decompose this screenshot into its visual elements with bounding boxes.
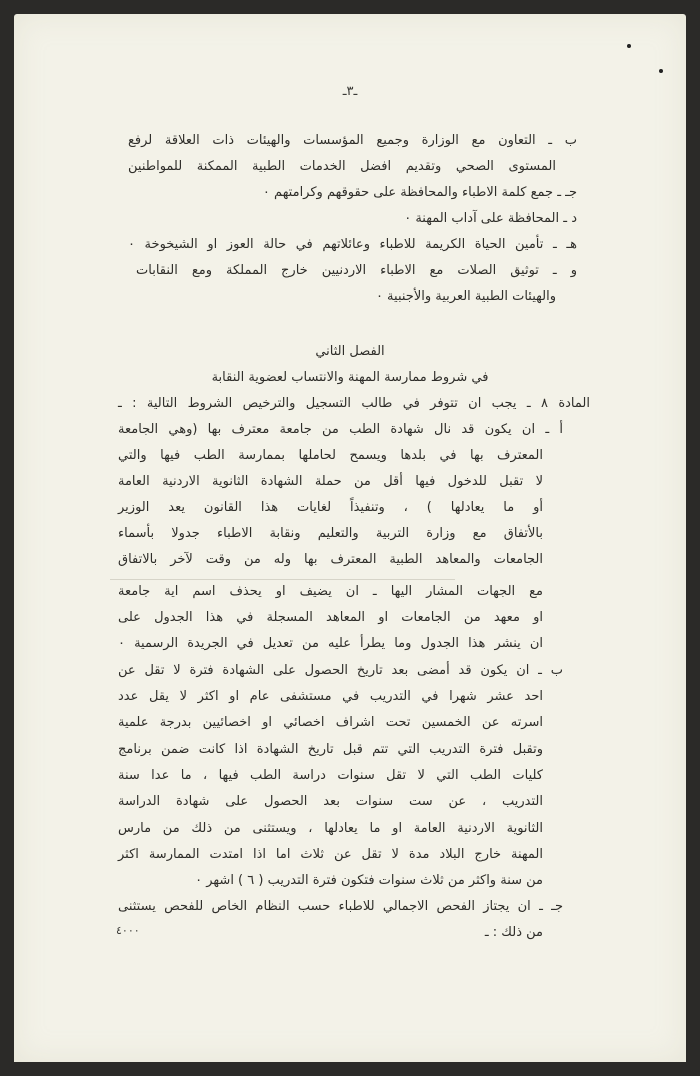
- article-8-clause-j: جـ ـ ان يجتاز الفحص الاجمالي للاطباء حسب النظام الخاص للفحص يستثنى: [118, 899, 563, 914]
- horizontal-rule: [110, 579, 455, 580]
- article-8-line: مع الجهات المشار اليها ـ ان يضيف او يحذف اسم اية جامعة: [118, 584, 543, 599]
- article-8-line: اسرته عن الخمسين تحت اشراف اخصائي او اخصائيين بدرجة علمية: [118, 715, 543, 730]
- article-8-line: الجامعات والمعاهد الطبية المعترف بها وله من وقت لآخر بالاتفاق: [118, 552, 543, 567]
- article-8-line: او معهد من الجامعات او المعاهد المسجلة في هذا الجدول على: [118, 610, 543, 625]
- article-8-line: كليات الطب التي لا تقل سنوات دراسة الطب فيها ، ما عدا سنة: [118, 768, 543, 783]
- article-8-heading: المادة ٨ ـ يجب ان تتوفر في طالب التسجيل والترخيص الشروط التالية : ـ: [118, 396, 590, 411]
- speck-mark: [659, 69, 663, 73]
- article-8-line: التدريب ، عن ست سنوات بعد الحصول على شهادة الدراسة: [118, 794, 543, 809]
- objective-item-d: د ـ المحافظة على آداب المهنة ٠: [404, 211, 577, 226]
- objective-item-j: جـ ـ جمع كلمة الاطباء والمحافظة على حقوقهم وكرامتهم ٠: [262, 185, 577, 200]
- objective-item-w-continued: والهيئات الطبية العربية والأجنبية ٠: [375, 289, 556, 304]
- objective-item-h: هـ ـ تأمين الحياة الكريمة للاطباء وعائلاتهم في حالة العوز او الشيخوخة ٠: [128, 237, 577, 252]
- article-8-line: الثانوية الاردنية العامة او ما يعادلها ، ويستثنى من ذلك من مارس: [118, 821, 543, 836]
- print-run-code: ٤٠٠٠: [116, 924, 140, 937]
- article-8-line: من ذلك : ـ: [484, 925, 543, 940]
- article-8-clause-a: أ ـ ان يكون قد نال شهادة الطب من جامعة معترف بها (وهي الجامعة: [118, 422, 563, 437]
- article-8-line: من سنة واكثر من ثلاث سنوات فتكون فترة التدريب ( ٦ ) اشهر ٠: [195, 873, 543, 888]
- article-8-line: ان ينشر هذا الجدول وما يطرأ عليه من تعديل في الجريدة الرسمية ٠: [118, 636, 543, 651]
- objective-item-b: ب ـ التعاون مع الوزارة وجميع المؤسسات والهيئات ذات العلاقة لرفع: [128, 133, 577, 148]
- article-8-line: المعترف بها في بلدها ويسمح لحاملها بممارسة الطب فيها والتي: [118, 448, 543, 463]
- article-8-line: بالأتفاق مع وزارة التربية والتعليم ونقابة الاطباء جدولا بأسماء: [118, 526, 543, 541]
- objective-item-b-continued: المستوى الصحي وتقديم افضل الخدمات الطبية الممكنة للمواطنين: [128, 159, 556, 174]
- speck-mark: [627, 44, 631, 48]
- article-8-line: لا تقبل للدخول فيها أقل من حملة الشهادة الثانوية الاردنية العامة: [118, 474, 543, 489]
- objective-item-w: و ـ توثيق الصلات مع الاطباء الاردنيين خارج المملكة ومع النقابات: [136, 263, 577, 278]
- chapter-subtitle: في شروط ممارسة المهنة والانتساب لعضوية النقابة: [211, 370, 489, 385]
- article-8-line: احد عشر شهرا في التدريب في مستشفى عام او اكثر لا يقل عدد: [118, 689, 543, 704]
- page-number: ـ٣ـ: [342, 84, 358, 99]
- article-8-line: المهنة خارج البلاد مدة لا تقل عن ثلاث اما اذا امتدت الممارسة اكثر: [118, 847, 543, 862]
- chapter-title: الفصل الثاني: [315, 344, 385, 359]
- article-8-line: وتقبل فترة التدريب التي تتم قبل تاريخ الشهادة اذا كانت ضمن برنامج: [118, 742, 543, 757]
- article-8-line: أو ما يعادلها ) ، وتنفيذاً لغايات هذا القانون يعد الوزير: [118, 500, 543, 515]
- article-8-clause-b: ب ـ ان يكون قد أمضى بعد تاريخ الحصول على الشهادة فترة لا تقل عن: [118, 663, 563, 678]
